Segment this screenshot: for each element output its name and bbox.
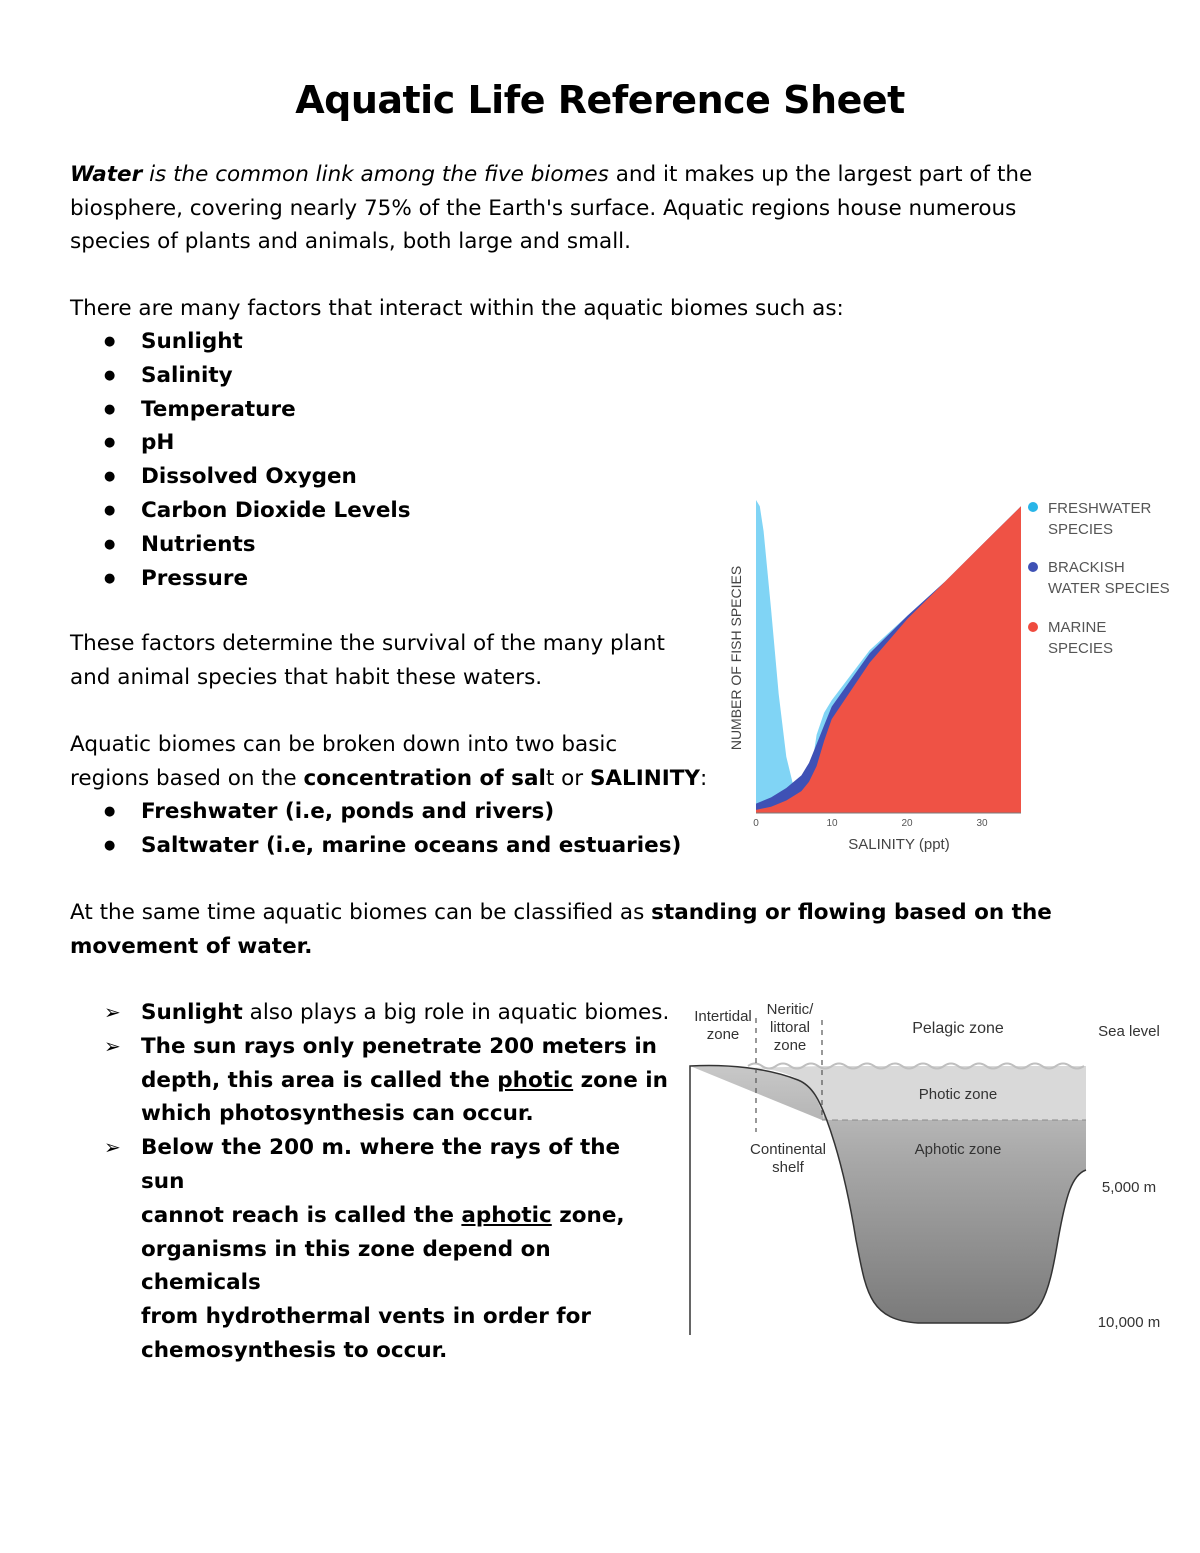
water-term: Water [70,162,143,187]
list-item: ● Salinity [70,359,411,393]
marine-area [756,506,1021,813]
list-item [70,1030,670,1131]
salt-term: concentration of sal [303,765,546,791]
intro-italic: is the common link among the five biomes [142,162,609,187]
aphotic-term: aphotic [461,1202,552,1228]
survival-paragraph [70,627,665,694]
salinity-chart [700,490,1190,870]
factors-intro: There are many factors that interact within the aquatic biomes such as: [70,296,844,321]
list-item: ● Saltwater (i.e, marine oceans and estuaries) [70,829,681,863]
regions-paragraph [70,728,707,795]
list-item: ● Nutrients [70,528,411,562]
list-item: ● pH [70,426,411,460]
continental-shelf-label: Continental [750,1141,826,1158]
sea-level-label: Sea level [1098,1023,1160,1040]
regions-list [70,795,681,863]
continental-shelf-label-2: shelf [772,1159,804,1176]
list-item: ● Dissolved Oxygen [70,460,411,494]
pelagic-label: Pelagic zone [912,1020,1004,1037]
sunlight-rest: also plays a big role in aquatic biomes. [242,1000,670,1025]
ocean-zones-diagram [688,990,1168,1335]
regions-line1: Aquatic biomes can be broken down into two basic [70,732,618,757]
aphotic-line-e: from hydrothermal vents in order for [141,1304,592,1330]
x-tick-label: 0 [753,818,759,829]
aphotic-line-d: organisms in this zone depend on chemicals [141,1236,551,1296]
movement-bold1: standing or flowing based on the [651,900,1052,925]
x-tick-label: 20 [901,818,913,829]
list-item [70,996,670,1030]
movement-pre: At the same time aquatic biomes can be classified as [70,900,652,925]
legend-brackish-label: BRACKISH [1048,559,1125,576]
legend-freshwater-label: FRESHWATER [1048,500,1152,517]
depth-5000-label: 5,000 m [1101,1179,1157,1196]
factors-list [70,325,411,595]
list-item: ● Carbon Dioxide Levels [70,494,411,528]
photic-line-d: which photosynthesis can occur. [141,1101,534,1127]
list-item: ● Pressure [70,562,411,596]
page-title: Aquatic Life Reference Sheet [295,78,905,122]
legend-marine-marker [1028,622,1038,632]
regions-line2-pre: regions based on the [70,765,304,791]
x-tick-label: 30 [976,818,988,829]
movement-bold2: movement of water. [70,933,313,959]
depth-10000-label: 10,000 m [1097,1314,1161,1331]
x-tick-label: 10 [826,818,838,829]
intro-line1-end: and it makes up the largest part of the [608,162,1033,187]
photic-line-a: The sun rays only penetrate 200 meters in [141,1033,657,1059]
photic-line-c: zone in [573,1067,668,1093]
movement-paragraph [70,896,1052,963]
photic-line-b: depth, this area is called the [141,1067,498,1093]
list-item [70,1131,670,1368]
legend-brackish-label2: WATER SPECIES [1048,580,1170,597]
aphotic-line-f: chemosynthesis to occur. [141,1337,448,1363]
legend-freshwater-marker [1028,502,1038,512]
regions-line2-end: : [700,765,708,791]
intro-line2: biosphere, covering nearly 75% of the Earth's surface. Aquatic regions house numerous [70,195,1017,221]
neritic-label: Neritic/ [766,1001,814,1018]
legend-marine-label2: SPECIES [1048,640,1114,657]
intertidal-label: Intertidal [694,1008,752,1025]
list-item: ● Temperature [70,393,411,427]
aphotic-line-b: cannot reach is called the [141,1202,462,1228]
x-axis-label: SALINITY (ppt) [848,836,950,853]
photic-term: photic [497,1067,574,1093]
legend-marine-label: MARINE [1048,619,1107,636]
intro-line3: species of plants and animals, both large and small. [70,229,631,255]
neritic-label-2: littoral [769,1019,811,1036]
legend-brackish-marker [1028,562,1038,572]
legend-freshwater-label2: SPECIES [1048,521,1114,538]
neritic-label-3: zone [773,1037,807,1054]
survival-line2: and animal species that habit these waters. [70,664,543,690]
photic-label: Photic zone [918,1086,998,1103]
y-axis-label: NUMBER OF FISH SPECIES [728,565,744,751]
list-item: ● Sunlight [70,325,411,359]
intertidal-label-2: zone [706,1026,740,1043]
intro-paragraph [70,158,1032,259]
list-item: ● Freshwater (i.e, ponds and rivers) [70,795,681,829]
sunlight-term: Sunlight [141,1000,243,1025]
aphotic-label: Aphotic zone [914,1141,1002,1158]
regions-line2-mid: t or [545,765,590,791]
salinity-term: SALINITY [589,765,700,791]
sunlight-list [70,996,670,1368]
aphotic-line-c: zone, [551,1202,625,1228]
aphotic-line-a: Below the 200 m. where the rays of the sun [141,1135,621,1194]
survival-line1: These factors determine the survival of the many plant [70,631,665,656]
